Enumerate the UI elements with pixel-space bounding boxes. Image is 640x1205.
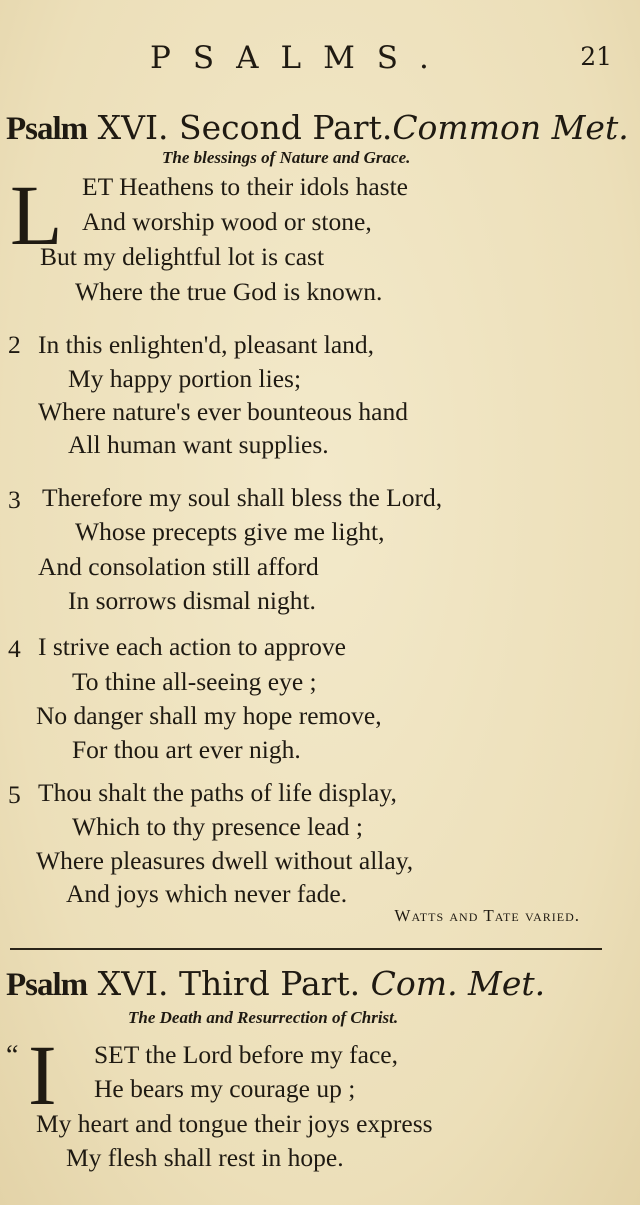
heading-number: XVI. bbox=[97, 964, 169, 1003]
attribution: Watts and Tate varied. bbox=[394, 906, 580, 925]
section-divider bbox=[10, 948, 602, 950]
verse5-number: 5 bbox=[8, 780, 21, 809]
verse2-line4: All human want supplies. bbox=[68, 430, 329, 459]
heading-part: Third Part. bbox=[179, 964, 361, 1003]
verse1-line4: Where the true God is known. bbox=[75, 277, 383, 306]
heading-meter: Common Met. bbox=[392, 108, 629, 147]
heading-meter: Com. Met. bbox=[370, 964, 546, 1003]
verse5-line4: And joys which never fade. bbox=[66, 879, 348, 908]
section2-line1: SET the Lord before my face, bbox=[94, 1040, 398, 1069]
verse3-line2: Whose precepts give me light, bbox=[75, 517, 385, 546]
verse4-number: 4 bbox=[8, 634, 21, 663]
verse4-line2: To thine all-seeing eye ; bbox=[72, 667, 317, 696]
verse3-number: 3 bbox=[8, 485, 21, 514]
verse1-line2: And worship wood or stone, bbox=[82, 207, 372, 236]
running-title: PSALMS. bbox=[150, 40, 451, 76]
opening-quote-mark: “ bbox=[6, 1040, 19, 1071]
verse4-line3: No danger shall my hope remove, bbox=[36, 701, 382, 730]
verse3-line1: Therefore my soul shall bless the Lord, bbox=[42, 483, 443, 512]
section2-subtitle: The Death and Resurrection of Christ. bbox=[128, 1008, 399, 1027]
page-number: 21 bbox=[580, 42, 612, 71]
section2-line2: He bears my courage up ; bbox=[94, 1074, 356, 1103]
verse1-line1: ET Heathens to their idols haste bbox=[82, 172, 408, 201]
verse1-line3: But my delightful lot is cast bbox=[40, 242, 325, 271]
verse5-line1: Thou shalt the paths of life display, bbox=[38, 778, 397, 807]
verse5-line3: Where pleasures dwell without allay, bbox=[36, 846, 414, 875]
verse2-line1: In this enlighten'd, pleasant land, bbox=[38, 330, 375, 359]
section1-subtitle: The blessings of Nature and Grace. bbox=[162, 148, 411, 167]
section2-dropcap: I bbox=[28, 1027, 57, 1123]
verse3-line4: In sorrows dismal night. bbox=[68, 586, 316, 615]
verse2-line3: Where nature's ever bounteous hand bbox=[38, 397, 408, 426]
verse2-number: 2 bbox=[8, 330, 21, 359]
heading-prefix: Psalm bbox=[6, 111, 88, 147]
heading-part: Second Part. bbox=[179, 108, 393, 147]
verse2-line2: My happy portion lies; bbox=[68, 364, 302, 393]
section2-heading bbox=[6, 964, 545, 1004]
section1-heading bbox=[6, 108, 629, 148]
section2-line3: My heart and tongue their joys express bbox=[36, 1109, 433, 1138]
section2-line4: My flesh shall rest in hope. bbox=[66, 1143, 344, 1172]
running-head bbox=[0, 40, 640, 80]
section1-dropcap: L bbox=[10, 167, 63, 263]
heading-number: XVI. bbox=[97, 108, 169, 147]
verse3-line3: And consolation still afford bbox=[38, 552, 319, 581]
heading-prefix: Psalm bbox=[6, 967, 88, 1003]
verse4-line1: I strive each action to approve bbox=[38, 632, 346, 661]
verse5-line2: Which to thy presence lead ; bbox=[72, 812, 364, 841]
verse4-line4: For thou art ever nigh. bbox=[72, 735, 301, 764]
